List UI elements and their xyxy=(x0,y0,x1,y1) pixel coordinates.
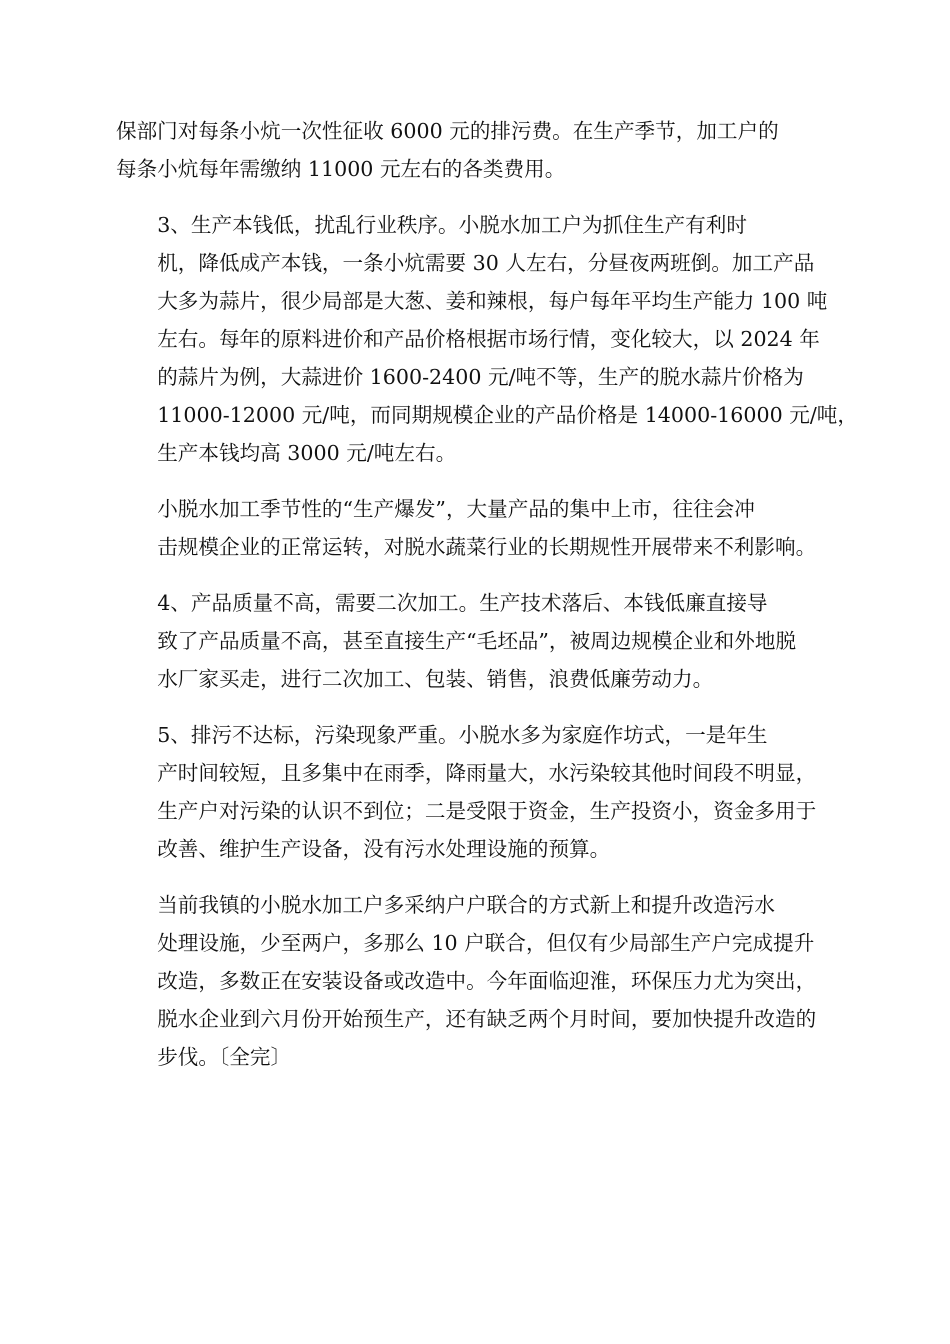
paragraph-current-situation xyxy=(116,886,836,1076)
text-line: 大多为蒜片，很少局部是大葱、姜和辣根，每户每年平均生产能力 100 吨 xyxy=(157,289,828,313)
text-line: 4、产品质量不高，需要二次加工。生产技术落后、本钱低廉直接导 xyxy=(157,591,768,615)
text-line: 左右。每年的原料进价和产品价格根据市场行情，变化较大，以 2024 年 xyxy=(157,327,820,351)
text-line: 5、排污不达标，污染现象严重。小脱水多为家庭作坊式，一是年生 xyxy=(157,723,768,747)
text-line: 改造，多数正在安装设备或改造中。今年面临迎淮，环保压力尤为突出， xyxy=(157,969,817,993)
paragraph-point-5-pollution xyxy=(116,716,836,868)
text-line: 处理设施，少至两户，多那么 10 户联合，但仅有少局部生产户完成提升 xyxy=(157,931,815,955)
text-line: 3、生产本钱低，扰乱行业秩序。小脱水加工户为抓住生产有利时 xyxy=(157,213,747,237)
text-line: 致了产品质量不高，甚至直接生产“毛坯品”，被周边规模企业和外地脱 xyxy=(157,629,797,653)
text-line: 生产户对污染的认识不到位；二是受限于资金，生产投资小，资金多用于 xyxy=(157,799,817,823)
paragraph-point-4-quality xyxy=(116,584,836,698)
paragraph-fee-continuation xyxy=(116,112,836,188)
text-line: 脱水企业到六月份开始预生产，还有缺乏两个月时间，要加快提升改造的 xyxy=(157,1007,817,1031)
text-line: 当前我镇的小脱水加工户多采纳户户联合的方式新上和提升改造污水 xyxy=(157,893,775,917)
text-line: 水厂家买走，进行二次加工、包装、销售，浪费低廉劳动力。 xyxy=(157,667,714,691)
text-line: 每条小炕每年需缴纳 11000 元左右的各类费用。 xyxy=(116,157,566,181)
text-line: 保部门对每条小炕一次性征收 6000 元的排污费。在生产季节，加工户的 xyxy=(116,119,779,143)
text-line: 击规模企业的正常运转，对脱水蔬菜行业的长期规性开展带来不利影响。 xyxy=(157,535,817,559)
paragraph-seasonal-impact xyxy=(116,490,836,566)
text-line: 小脱水加工季节性的“生产爆发”，大量产品的集中上市，往往会冲 xyxy=(157,497,755,521)
text-line: 改善、维护生产设备，没有污水处理设施的预算。 xyxy=(157,837,611,861)
paragraph-point-3-low-cost xyxy=(116,206,858,472)
text-line: 机，降低成产本钱，一条小炕需要 30 人左右，分昼夜两班倒。加工产品 xyxy=(157,251,815,275)
text-line: 步伐。〔全完〕 xyxy=(157,1045,292,1069)
document-body xyxy=(116,112,858,1094)
text-line: 11000-12000 元/吨，而同期规模企业的产品价格是 14000-16000 元/吨， xyxy=(157,403,858,427)
text-line: 产时间较短，且多集中在雨季，降雨量大，水污染较其他时间段不明显， xyxy=(157,761,817,785)
text-line: 生产本钱均高 3000 元/吨左右。 xyxy=(157,441,457,465)
text-line: 的蒜片为例，大蒜进价 1600-2400 元/吨不等，生产的脱水蒜片价格为 xyxy=(157,365,804,389)
